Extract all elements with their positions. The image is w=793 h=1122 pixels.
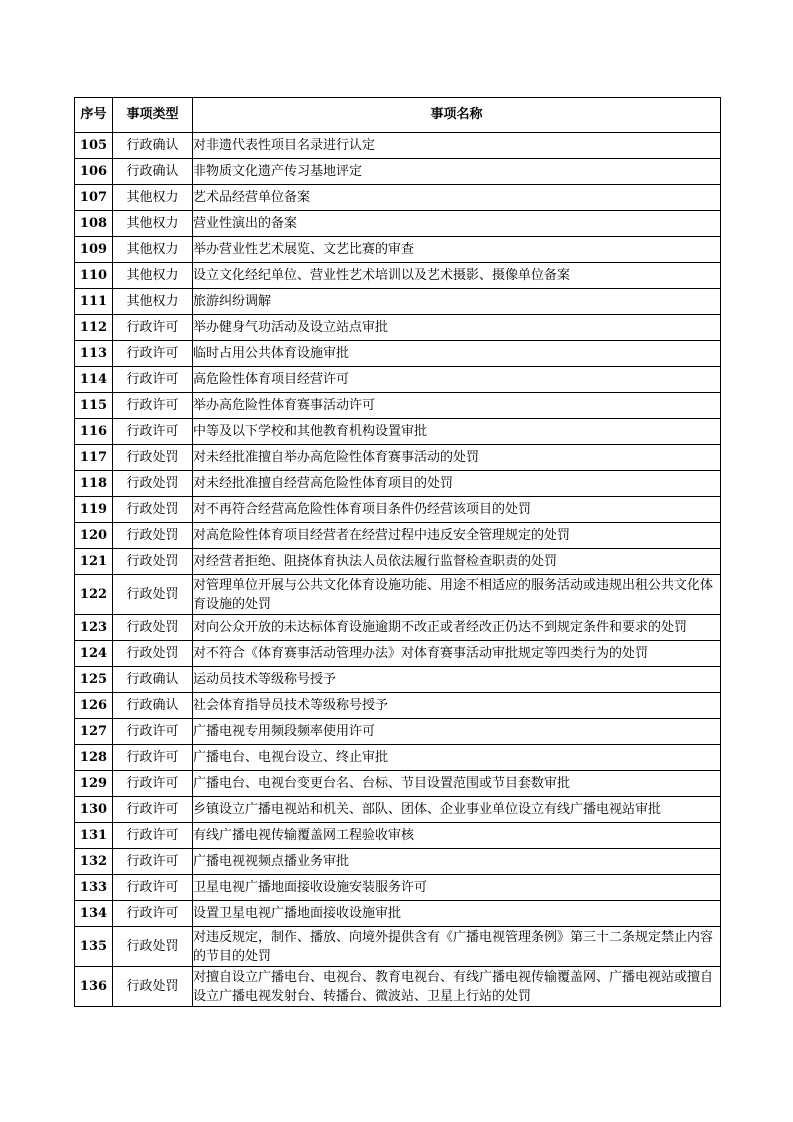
row-type: 行政处罚 bbox=[113, 497, 193, 523]
row-name: 卫星电视广播地面接收设施安装服务许可 bbox=[193, 875, 721, 901]
row-num: 110 bbox=[75, 263, 113, 289]
table-row bbox=[75, 771, 721, 797]
row-name: 对擅自设立广播电台、电视台、教育电视台、有线广播电视传输覆盖网、广播电视站或擅自设立广播电视发射台、转播台、微波站、卫星上行站的处罚 bbox=[193, 967, 721, 1007]
header-name: 事项名称 bbox=[193, 98, 721, 133]
row-num: 127 bbox=[75, 719, 113, 745]
table-row bbox=[75, 315, 721, 341]
row-num: 124 bbox=[75, 641, 113, 667]
row-type: 其他权力 bbox=[113, 237, 193, 263]
row-name: 广播电视视频点播业务审批 bbox=[193, 849, 721, 875]
table-row bbox=[75, 237, 721, 263]
row-type: 行政许可 bbox=[113, 875, 193, 901]
table-row bbox=[75, 875, 721, 901]
table-row bbox=[75, 263, 721, 289]
row-num: 112 bbox=[75, 315, 113, 341]
row-type: 行政确认 bbox=[113, 133, 193, 159]
row-type: 行政处罚 bbox=[113, 641, 193, 667]
header-num: 序号 bbox=[75, 98, 113, 133]
row-name: 对经营者拒绝、阻挠体育执法人员依法履行监督检查职责的处罚 bbox=[193, 549, 721, 575]
row-type: 行政确认 bbox=[113, 693, 193, 719]
row-type: 行政处罚 bbox=[113, 927, 193, 967]
row-num: 117 bbox=[75, 445, 113, 471]
row-num: 125 bbox=[75, 667, 113, 693]
table-row bbox=[75, 289, 721, 315]
table-row bbox=[75, 497, 721, 523]
row-num: 105 bbox=[75, 133, 113, 159]
row-name: 有线广播电视传输覆盖网工程验收审核 bbox=[193, 823, 721, 849]
table-row bbox=[75, 367, 721, 393]
row-name: 设置卫星电视广播地面接收设施审批 bbox=[193, 901, 721, 927]
row-type: 行政许可 bbox=[113, 367, 193, 393]
row-type: 行政处罚 bbox=[113, 967, 193, 1007]
row-type: 其他权力 bbox=[113, 289, 193, 315]
row-name: 广播电视专用频段频率使用许可 bbox=[193, 719, 721, 745]
row-num: 114 bbox=[75, 367, 113, 393]
row-type: 行政处罚 bbox=[113, 549, 193, 575]
row-name: 对不再符合经营高危险性体育项目条件仍经营该项目的处罚 bbox=[193, 497, 721, 523]
row-type: 行政确认 bbox=[113, 667, 193, 693]
row-name: 临时占用公共体育设施审批 bbox=[193, 341, 721, 367]
table-row bbox=[75, 967, 721, 1007]
table-row bbox=[75, 693, 721, 719]
row-type: 行政许可 bbox=[113, 797, 193, 823]
row-num: 116 bbox=[75, 419, 113, 445]
row-name: 对管理单位开展与公共文化体育设施功能、用途不相适应的服务活动或违规出租公共文化体育设施的处罚 bbox=[193, 575, 721, 615]
row-type: 行政处罚 bbox=[113, 615, 193, 641]
table-row bbox=[75, 523, 721, 549]
row-name: 乡镇设立广播电视站和机关、部队、团体、企业事业单位设立有线广播电视站审批 bbox=[193, 797, 721, 823]
table-row bbox=[75, 341, 721, 367]
table-row bbox=[75, 615, 721, 641]
row-type: 行政许可 bbox=[113, 341, 193, 367]
row-type: 行政确认 bbox=[113, 159, 193, 185]
row-num: 133 bbox=[75, 875, 113, 901]
table-row bbox=[75, 133, 721, 159]
table-row bbox=[75, 927, 721, 967]
row-type: 其他权力 bbox=[113, 185, 193, 211]
row-num: 122 bbox=[75, 575, 113, 615]
row-type: 行政许可 bbox=[113, 849, 193, 875]
row-num: 119 bbox=[75, 497, 113, 523]
row-name: 对违反规定，制作、播放、向境外提供含有《广播电视管理条例》第三十二条规定禁止内容的节目的处罚 bbox=[193, 927, 721, 967]
header-type: 事项类型 bbox=[113, 98, 193, 133]
items-table bbox=[74, 97, 721, 1007]
row-num: 135 bbox=[75, 927, 113, 967]
row-name: 对高危险性体育项目经营者在经营过程中违反安全管理规定的处罚 bbox=[193, 523, 721, 549]
header-row bbox=[75, 98, 721, 133]
row-name: 设立文化经纪单位、营业性艺术培训以及艺术摄影、摄像单位备案 bbox=[193, 263, 721, 289]
row-num: 128 bbox=[75, 745, 113, 771]
row-name: 中等及以下学校和其他教育机构设置审批 bbox=[193, 419, 721, 445]
row-num: 106 bbox=[75, 159, 113, 185]
table-row bbox=[75, 393, 721, 419]
row-type: 行政许可 bbox=[113, 419, 193, 445]
row-num: 109 bbox=[75, 237, 113, 263]
row-type: 行政处罚 bbox=[113, 471, 193, 497]
row-name: 非物质文化遗产传习基地评定 bbox=[193, 159, 721, 185]
table-row bbox=[75, 797, 721, 823]
row-name: 广播电台、电视台设立、终止审批 bbox=[193, 745, 721, 771]
row-num: 126 bbox=[75, 693, 113, 719]
row-num: 132 bbox=[75, 849, 113, 875]
table-row bbox=[75, 185, 721, 211]
table-row bbox=[75, 901, 721, 927]
row-name: 对未经批准擅自经营高危险性体育项目的处罚 bbox=[193, 471, 721, 497]
row-num: 136 bbox=[75, 967, 113, 1007]
row-name: 营业性演出的备案 bbox=[193, 211, 721, 237]
table-row bbox=[75, 575, 721, 615]
row-name: 高危险性体育项目经营许可 bbox=[193, 367, 721, 393]
table-row bbox=[75, 549, 721, 575]
row-num: 108 bbox=[75, 211, 113, 237]
row-type: 行政许可 bbox=[113, 745, 193, 771]
row-name: 广播电台、电视台变更台名、台标、节目设置范围或节目套数审批 bbox=[193, 771, 721, 797]
table-row bbox=[75, 211, 721, 237]
row-num: 121 bbox=[75, 549, 113, 575]
row-num: 130 bbox=[75, 797, 113, 823]
row-type: 行政许可 bbox=[113, 315, 193, 341]
row-type: 其他权力 bbox=[113, 263, 193, 289]
row-name: 对不符合《体育赛事活动管理办法》对体育赛事活动审批规定等四类行为的处罚 bbox=[193, 641, 721, 667]
row-name: 旅游纠纷调解 bbox=[193, 289, 721, 315]
row-num: 115 bbox=[75, 393, 113, 419]
row-num: 120 bbox=[75, 523, 113, 549]
table-row bbox=[75, 641, 721, 667]
row-name: 艺术品经营单位备案 bbox=[193, 185, 721, 211]
row-type: 行政处罚 bbox=[113, 445, 193, 471]
table-row bbox=[75, 823, 721, 849]
row-name: 对向公众开放的未达标体育设施逾期不改正或者经改正仍达不到规定条件和要求的处罚 bbox=[193, 615, 721, 641]
row-type: 行政许可 bbox=[113, 823, 193, 849]
table-row bbox=[75, 445, 721, 471]
row-type: 行政处罚 bbox=[113, 575, 193, 615]
table-row bbox=[75, 419, 721, 445]
row-name: 社会体育指导员技术等级称号授予 bbox=[193, 693, 721, 719]
table-row bbox=[75, 719, 721, 745]
row-type: 行政许可 bbox=[113, 771, 193, 797]
row-num: 129 bbox=[75, 771, 113, 797]
row-type: 行政许可 bbox=[113, 901, 193, 927]
row-type: 行政许可 bbox=[113, 393, 193, 419]
table-row bbox=[75, 471, 721, 497]
row-num: 134 bbox=[75, 901, 113, 927]
row-num: 111 bbox=[75, 289, 113, 315]
table-row bbox=[75, 745, 721, 771]
row-num: 123 bbox=[75, 615, 113, 641]
row-name: 举办健身气功活动及设立站点审批 bbox=[193, 315, 721, 341]
row-num: 107 bbox=[75, 185, 113, 211]
row-num: 113 bbox=[75, 341, 113, 367]
table-row bbox=[75, 849, 721, 875]
row-num: 131 bbox=[75, 823, 113, 849]
row-type: 行政许可 bbox=[113, 719, 193, 745]
row-num: 118 bbox=[75, 471, 113, 497]
row-name: 对非遗代表性项目名录进行认定 bbox=[193, 133, 721, 159]
row-name: 举办营业性艺术展览、文艺比赛的审查 bbox=[193, 237, 721, 263]
table-row bbox=[75, 159, 721, 185]
row-type: 其他权力 bbox=[113, 211, 193, 237]
table-row bbox=[75, 667, 721, 693]
row-name: 对未经批准擅自举办高危险性体育赛事活动的处罚 bbox=[193, 445, 721, 471]
row-name: 运动员技术等级称号授予 bbox=[193, 667, 721, 693]
row-type: 行政处罚 bbox=[113, 523, 193, 549]
row-name: 举办高危险性体育赛事活动许可 bbox=[193, 393, 721, 419]
